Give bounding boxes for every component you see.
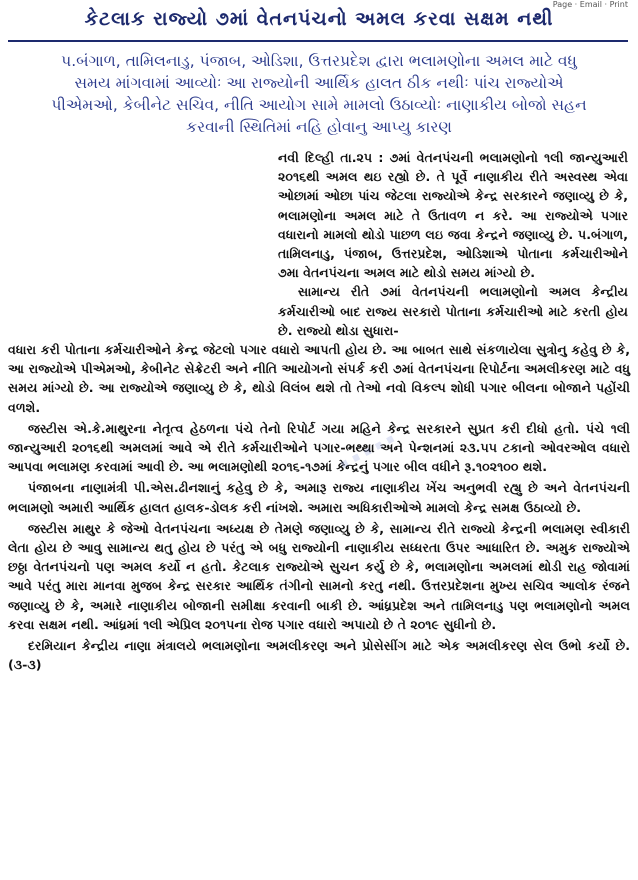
article-paragraph: નવી દિલ્હી તા.૨૫ : ૭માં વેતનપંચની ભલામણોનો ૧લી જાન્યુઆરી ૨૦૧૬થી અમલ થઇ રહ્યો છે. તે પૂર્વે નાણાકીય રીતે અસ્વસ્થ એવા ઓછામાં ઓછા પાંચ જેટલા રાજ્યોએ કેન્દ્ર સરકારને જણાવ્યુ છે કે, ભલામણોના અમલ માટે તે ઉતાવળ ન કરે. આ રાજ્યોએ પગાર વધારાનો મામલો થોડો પાછળ લઇ જવા કેન્દ્રને જણાવ્યુ છે. પ.બંગાળ, તામિલનાડુ, પંજાબ, ઉત્તરપ્રદેશ, ઓડિશાએ પોતાના કર્મચારીઓને ૭મા વેતનપંચના અમલ માટે થોડો સમય માંગ્યો છે. <box>278 150 628 281</box>
article-paragraph: પંજાબના નાણામંત્રી પી.એસ.ઢીનશાનું કહેવુ છે કે, અમારૂ રાજ્ય નાણાકીય ખેંચ અનુભવી રહ્યુ છે અને વેતનપંચની ભલામણો અમારી આર્થિક હાલત હાલક-ડોલક કરી નાંખશે. અમારા અધિકારીઓએ મામલો કેન્દ્ર સમક્ષ ઉઠાવ્યો છે. <box>8 480 630 515</box>
article-headline: કેટલાક રાજ્યો ૭માં વેતનપંચનો અમલ કરવા સક્ષમ નથી <box>84 8 554 30</box>
article-paragraph: જસ્ટીસ માથુર કે જેઓ વેતનપંચના અધ્યક્ષ છે તેમણે જણાવ્યુ છે કે, સામાન્ય રીતે રાજ્યો કેન્દ્રની ભલામણ સ્વીકારી લેતા હોય છે આવુ સામાન્ય થતુ હોય છે પરંતુ એ બધુ રાજ્યોની નાણાકીય સધ્ધરતા ઉપર આધારિત છે. અમુક રાજ્યોએ છઠ્ઠા વેતનપંચનો પણ અમલ કર્યો ન હતો. કેટલાક રાજ્યોએ સુચન કર્યુ છે કે, ભલામણોના અમલમાં થોડી રાહ જોવામાં આવે પરંતુ મારા માનવા મુજબ કેન્દ્ર સરકાર આર્થિક તંગીનો સામનો કરતુ નથી. ઉત્તરપ્રદેશના મુખ્ય સચિવ આલોક રંજને જણાવ્યુ છે કે, અમારે નાણાકીય બોજાની સમીક્ષા કરવાની બાકી છે. આંધ્રપ્રદેશ અને તામિલનાડુ પણ ભલામણોનો અમલ કરવા સક્ષમ નથી. આંધ્રમાં ૧લી એપ્રિલ ૨૦૧૫ના રોજ પગાર વધારો અપાયો છે તે ૨૦૧૯ સુધીનો છે. <box>8 520 630 632</box>
article-paragraph: સામાન્ય રીતે ૭માં વેતનપંચની ભલામણોનો અમલ કેન્દ્રીય કર્મચારીઓ બાદ રાજ્ય સરકારો પોતાના કર્મચારીઓ માટે કરતી હોય છે. રાજ્યો થોડા સુધારા- <box>278 284 628 338</box>
article-full-width-text <box>8 340 630 674</box>
subheadline-line: સમય માંગવામાં આવ્યોઃ આ રાજ્યોની આર્થિક હાલત ઠીક નથીઃ પાંચ રાજ્યોએ <box>74 74 564 92</box>
article-paragraph: દરમિયાન કેન્દ્રીય નાણા મંત્રાલયે ભલામણોના અમલીકરણ અને પ્રોસેસીંગ માટે એક અમલીકરણ સેલ ઉભો કર્યો છે.(૩-૩) <box>8 638 630 673</box>
article-subheadline <box>18 50 620 138</box>
subheadline-line: કરવાની સ્થિતિમાં નહિ હોવાનુ આપ્યુ કારણ <box>186 118 452 136</box>
article-lead-column <box>278 148 628 340</box>
subheadline-line: પીએમઓ, કેબીનેટ સચિવ, નીતિ આયોગ સામે મામલો ઉઠાવ્યોઃ નાણાકીય બોજો સહન <box>51 96 587 114</box>
article-body <box>8 148 630 674</box>
subheadline-line: પ.બંગાળ, તામિલનાડુ, પંજાબ, ઓડિશા, ઉત્તરપ્રદેશ દ્વારા ભલામણોના અમલ માટે વધુ <box>61 52 577 70</box>
header-fragment-text: Page · Email · Print <box>552 0 628 9</box>
article-paragraph: જસ્ટીસ એ.કે.માથુરના નેતૃત્વ હેઠળના પંચે તેનો રિપોર્ટ ગયા મહિને કેન્દ્ર સરકારને સુપ્રત કરી દીધો હતો. પંચે ૧લી જાન્યુઆરી ૨૦૧૬થી અમલમાં આવે એ રીતે કર્મચારીઓને પગાર-ભથ્થા અને પેન્શનમાં ૨૩.૫૫ ટકાનો ઓવરઓલ વધારો આપવા ભલામણ કરવામાં આવી છે. આ ભલામણોથી ૨૦૧૬-૧૭માં કેન્દ્રનું પગાર બીલ વધીને રૂ.૧૦૨૧૦૦ થશે. <box>8 420 630 475</box>
watermark: ····· <box>330 419 406 486</box>
headline-divider <box>8 40 628 42</box>
article-paragraph: વધારા કરી પોતાના કર્મચારીઓને કેન્દ્ર જેટલો પગાર વધારો આપતી હોય છે. આ બાબત સાથે સંકળાયેલા સુત્રોનુ કહેવુ છે કે, આ રાજ્યોએ પીએમઓ, કેબીનેટ સેક્રેટરી અને નીતિ આયોગનો સંપર્ક કરી ૭માં વેતનપંચના રિપોર્ટના અમલીકરણ માટે વધુ સમય માંગ્યો છે. આ રાજ્યોએ જણાવ્યુ છે કે, થોડો વિલંબ થશે તો તેઓ નવો વિકલ્પ શોધી પગાર બીલના બોજાને પહોંચી વળશે. <box>8 342 630 415</box>
